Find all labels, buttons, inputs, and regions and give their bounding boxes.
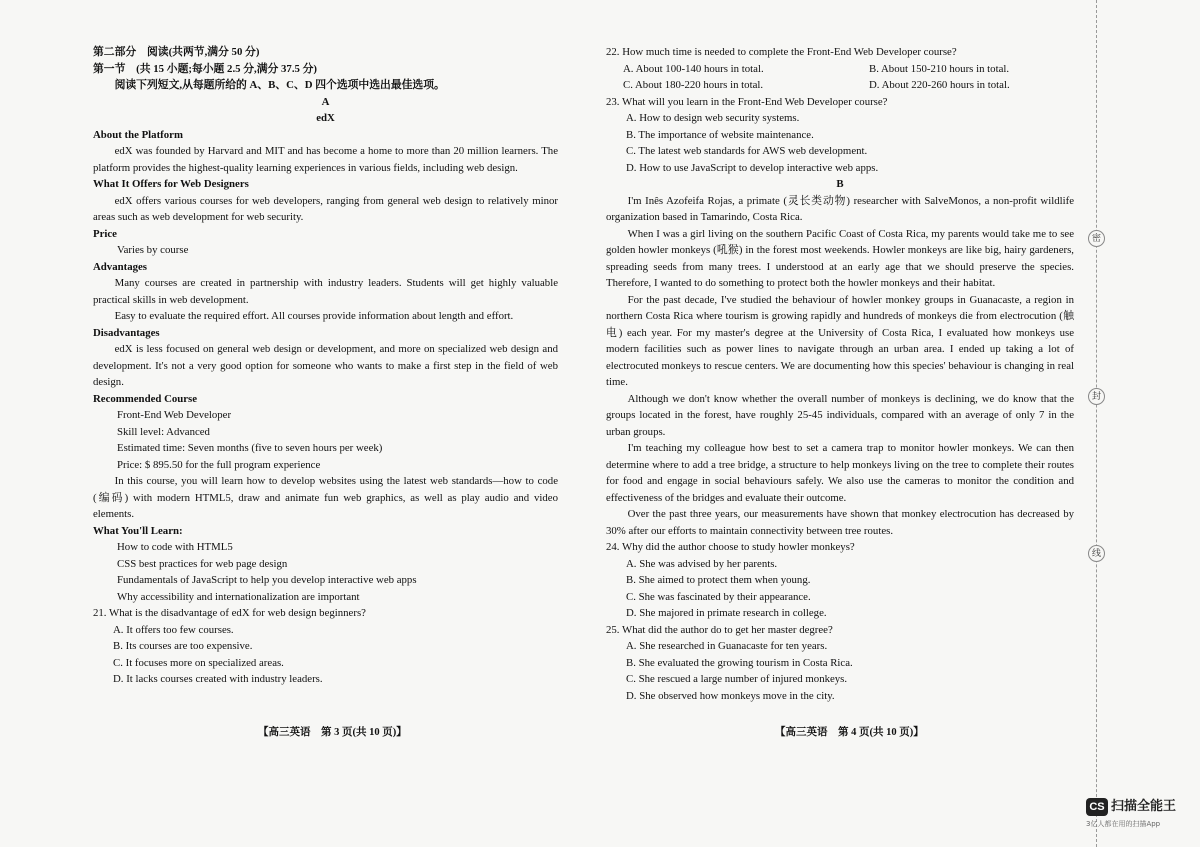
about-text: edX was founded by Harvard and MIT and has become a home to more than 20 million learners. The platform provides the highest-quality learning experiences in various fields, including web design. <box>93 145 558 174</box>
question-24-stem: 24. Why did the author choose to study howler monkeys? <box>606 541 855 553</box>
question-23-option-b: B. The importance of website maintenance. <box>626 128 814 141</box>
question-22-option-a: A. About 100-140 hours in total. <box>623 62 764 75</box>
section-heading: 第一节 (共 15 小题;每小题 2.5 分,满分 37.5 分) <box>93 62 318 75</box>
question-23-option-d: D. How to use JavaScript to develop interactive web apps. <box>626 161 879 174</box>
course-name: Front-End Web Developer <box>117 409 232 421</box>
recommended-heading: Recommended Course <box>93 392 198 405</box>
question-21-option-d: D. It lacks courses created with industry leaders. <box>113 673 323 685</box>
question-21-option-b: B. Its courses are too expensive. <box>113 640 253 652</box>
question-24-option-c: C. She was fascinated by their appearance. <box>626 590 811 603</box>
question-22-option-b: B. About 150-210 hours in total. <box>869 62 1010 75</box>
question-23-stem: 23. What will you learn in the Front-End Web Developer course? <box>606 95 888 108</box>
question-25-option-d: D. She observed how monkeys move in the city. <box>626 689 835 702</box>
disadvantages-heading: Disadvantages <box>93 326 160 339</box>
estimated-time: Estimated time: Seven months (five to seven hours per week) <box>117 442 383 454</box>
binding-mark-mi: 密 <box>1088 230 1105 247</box>
question-24-option-d: D. She majored in primate research in college. <box>626 607 827 619</box>
question-22-option-c: C. About 180-220 hours in total. <box>623 79 764 91</box>
question-24-option-b: B. She aimed to protect them when young. <box>626 574 811 586</box>
binding-mark-feng: 封 <box>1088 388 1105 405</box>
offers-heading: What It Offers for Web Designers <box>93 178 249 190</box>
course-price: Price: $ 895.50 for the full program experience <box>117 458 321 471</box>
question-25-option-c: C. She rescued a large number of injured monkeys. <box>626 673 848 685</box>
question-25-option-a: A. She researched in Guanacaste for ten years. <box>626 640 828 652</box>
price-text: Varies by course <box>117 244 189 256</box>
advantages-text-1: Many courses are created in partnership with industry leaders. Students will get highly valuable practical skills in web development. <box>93 277 558 306</box>
question-22-option-d: D. About 220-260 hours in total. <box>869 79 1010 91</box>
cs-logo-icon: CS <box>1086 798 1108 816</box>
scanner-tagline: 3亿人都在用的扫描App <box>1086 820 1161 828</box>
passage-b-paragraph: I'm teaching my colleague how best to set a camera trap to monitor howler monkeys. We can then determine where to add a tree bridge, a structure to help monkeys living on the tree to complete their routes for food and engage in social behaviours safely. We also use the cameras to monitor the condition and effectiveness of the bridges and evaluate their outcome. <box>606 442 1074 504</box>
question-21-option-a: A. It offers too few courses. <box>113 623 234 636</box>
passage-b-paragraph: When I was a girl living on the southern Pacific Coast of Costa Rica, my parents would take me to see golden howler monkeys (吼猴) in the forest most weekends. Howler monkeys are like big, hairy gardeners, spreading seeds from many trees. I understood at an early age that we should preserve the species. Therefore, I wanted to do something to protect both the howler monkeys and their habitat. <box>606 227 1074 289</box>
passage-b-paragraph: Over the past three years, our measurements have shown that monkey electrocution has decreased by 30% after our efforts to maintain connectivity between tree routes. <box>606 508 1074 537</box>
passage-letter-b: B <box>836 178 844 190</box>
advantages-heading: Advantages <box>93 260 147 273</box>
about-heading: About the Platform <box>93 128 183 141</box>
part-heading: 第二部分 阅读(共两节,满分 50 分) <box>93 46 260 58</box>
page-footer-right: 【高三英语 第 4 页(共 10 页)】 <box>775 727 924 738</box>
right-column <box>606 44 1074 704</box>
question-21-option-c: C. It focuses more on specialized areas. <box>113 656 284 669</box>
price-heading: Price <box>93 227 117 240</box>
question-24-option-a: A. She was advised by her parents. <box>626 557 778 570</box>
binding-mark-xian: 线 <box>1088 545 1105 562</box>
instruction: 阅读下列短文,从每题所给的 A、B、C、D 四个选项中选出最佳选项。 <box>114 79 445 91</box>
passage-letter-a: A <box>321 95 330 108</box>
learn-item: Fundamentals of JavaScript to help you develop interactive web apps <box>117 574 417 586</box>
learn-item: CSS best practices for web page design <box>117 557 288 570</box>
scanner-app-name: 扫描全能王 <box>1111 799 1177 814</box>
question-21-stem: 21. What is the disadvantage of edX for web design beginners? <box>93 607 366 619</box>
question-22-stem: 22. How much time is needed to complete the Front-End Web Developer course? <box>606 46 957 58</box>
question-22-options-row-1 <box>606 61 1074 78</box>
question-23-option-a: A. How to design web security systems. <box>626 112 800 124</box>
question-25-stem: 25. What did the author do to get her master degree? <box>606 623 833 636</box>
advantages-text-2: Easy to evaluate the required effort. All courses provide information about length and effort. <box>114 310 514 322</box>
skill-level: Skill level: Advanced <box>117 425 210 438</box>
passage-b-paragraph: I'm Inês Azofeifa Rojas, a primate (灵长类动物) researcher with SalveMonos, a non-profit wildlife organization based in Tamarindo, Costa Rica. <box>606 194 1074 223</box>
question-22-options-row-2 <box>606 77 1074 94</box>
learn-item: How to code with HTML5 <box>117 541 233 553</box>
binding-line <box>1096 0 1098 847</box>
question-23-option-c: C. The latest web standards for AWS web development. <box>626 145 868 157</box>
passage-b-paragraph: Although we don't know whether the overall number of monkeys is declining, we do know that the groups located in the forest, have roughly 25-45 individuals, compared with an average of only 7 in the urban groups. <box>606 392 1074 438</box>
learn-heading: What You'll Learn: <box>93 524 183 537</box>
passage-title: edX <box>316 112 335 124</box>
course-description: In this course, you will learn how to develop websites using the latest web standards—how to code (编码) with modern HTML5, draw and animate fun web graphics, as well as play audio and video elements. <box>93 475 558 520</box>
question-25-option-b: B. She evaluated the growing tourism in Costa Rica. <box>626 656 853 669</box>
left-column <box>93 44 558 688</box>
disadvantages-text: edX is less focused on general web design or development, and more on specialized web design and development. It's not a very good option for someone who wants to make a first step in the field of web design. <box>93 343 558 388</box>
offers-text: edX offers various courses for web developers, ranging from general web design to relatively minor areas such as web development for web security. <box>93 194 558 223</box>
learn-item: Why accessibility and internationalization are important <box>117 590 360 603</box>
page-footer-left: 【高三英语 第 3 页(共 10 页)】 <box>258 727 407 738</box>
passage-b-paragraph: For the past decade, I've studied the behaviour of howler monkey groups in Guanacaste, a region in northern Costa Rica where tourism is growing rapidly and hundreds of monkeys die from electrocution (触电) each year. For my master's degree at the University of Costa Rica, I evaluated how monkeys use modern facilities such as power lines to navigate through an urban area. I ended up taking a lot of electrocuted monkeys to rescue centers. We are documenting how this species' behaviour is changing in real time. <box>606 293 1074 388</box>
